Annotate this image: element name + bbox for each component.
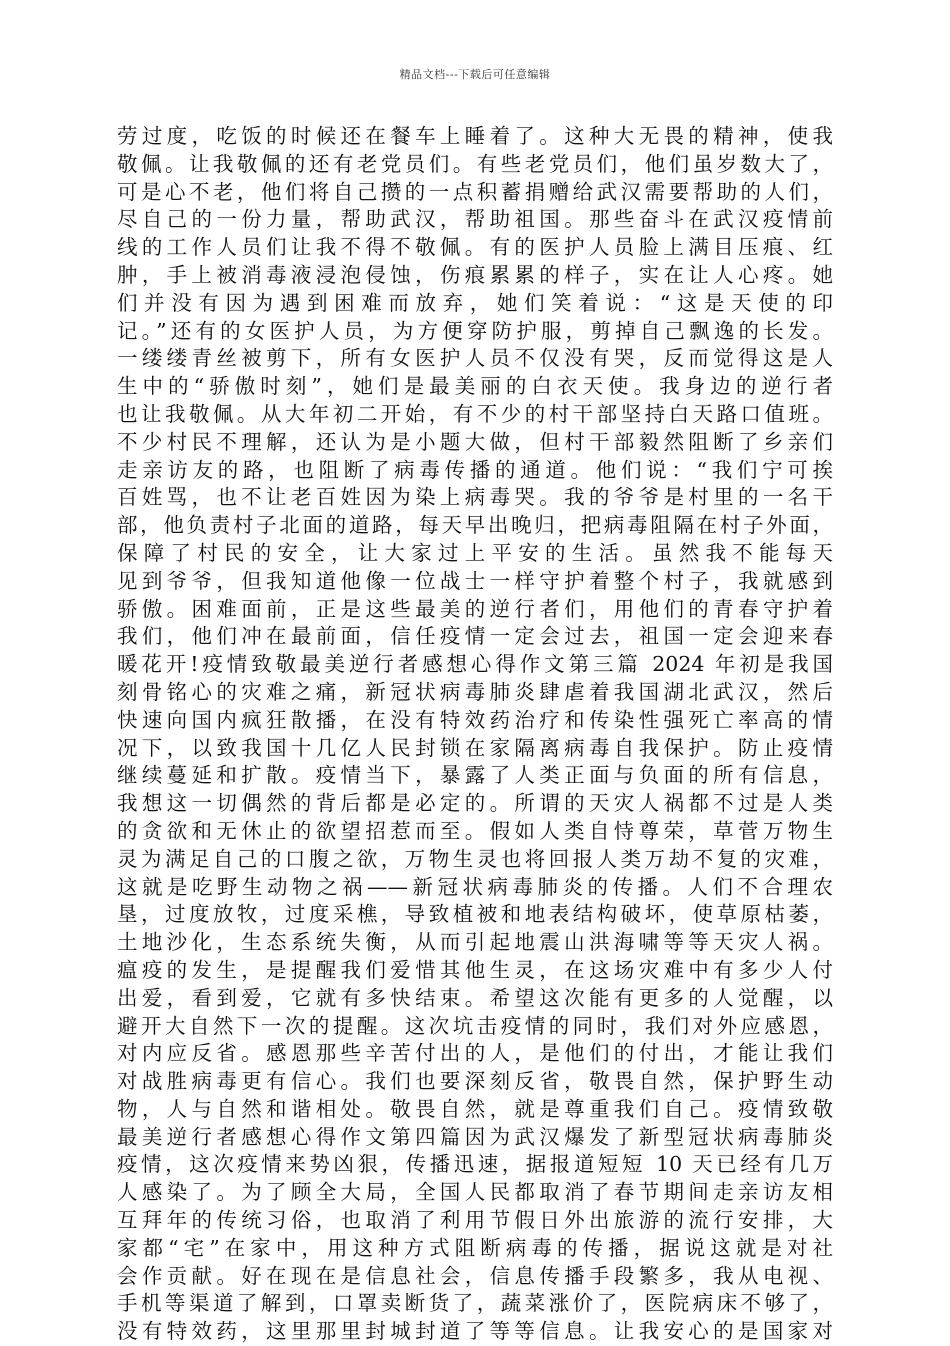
text-line: 不少村民不理解，还认为是小题大做，但村干部毅然阻断了乡亲们 [117,429,833,454]
text-line: 家都“宅”在家中，用这种方式阻断病毒的传播，据说这就是对社 [117,1235,833,1260]
text-line: 的贪欲和无休止的欲望招惹而至。假如人类自恃尊荣，草菅万物生 [117,818,833,843]
text-line: 骄傲。困难面前，正是这些最美的逆行者们，用他们的青春守护着 [117,596,833,621]
text-line: 暖花开!疫情致敬最美逆行者感想心得作文第三篇 2024 年初是我国 [117,652,833,677]
text-line: 走亲访友的路，也阻断了病毒传播的通道。他们说：“我们宁可挨 [117,457,833,482]
text-line: 最美逆行者感想心得作文第四篇因为武汉爆发了新型冠状病毒肺炎 [117,1124,833,1149]
text-line: 物，人与自然和谐相处。敬畏自然，就是尊重我们自己。疫情致敬 [117,1096,833,1121]
text-line: 们并没有因为遇到困难而放弃，她们笑着说：“这是天使的印 [117,290,833,315]
text-line: 人感染了。为了顾全大局，全国人民都取消了春节期间走亲访友相 [117,1180,833,1205]
text-line: 保障了村民的安全，让大家过上平安的生活。虽然我不能每天 [117,540,833,565]
text-line: 我想这一切偶然的背后都是必定的。所谓的天灾人祸都不过是人类 [117,791,833,816]
text-line: 继续蔓延和扩散。疫情当下，暴露了人类正面与负面的所有信息， [117,763,833,788]
text-line: 这就是吃野生动物之祸——新冠状病毒肺炎的传播。人们不合理农 [117,874,833,899]
text-line: 况下，以致我国十几亿人民封锁在家隔离病毒自我保护。防止疫情 [117,735,833,760]
text-line: 尽自己的一份力量，帮助武汉，帮助祖国。那些奋斗在武汉疫情前 [117,207,833,232]
text-line: 我们，他们冲在最前面，信任疫情一定会过去，祖国一定会迎来春 [117,624,833,649]
text-line: 一缕缕青丝被剪下，所有女医护人员不仅没有哭，反而觉得这是人 [117,346,833,371]
text-line: 手机等渠道了解到，口罩卖断货了，蔬菜涨价了，医院病床不够了， [117,1291,833,1316]
text-line: 对内应反省。感恩那些辛苦付出的人，是他们的付出，才能让我们 [117,1041,833,1066]
text-line: 记。”还有的女医护人员，为方便穿防护服，剪掉自己飘逸的长发。 [117,318,833,343]
text-line: 肿，手上被消毒液浸泡侵蚀，伤痕累累的样子，实在让人心疼。她 [117,262,833,287]
text-line: 部，他负责村子北面的道路，每天早出晚归，把病毒阻隔在村子外面， [117,513,833,538]
text-line: 刻骨铭心的灾难之痛，新冠状病毒肺炎肆虐着我国湖北武汉，然后 [117,679,833,704]
text-line: 没有特效药，这里那里封城封道了等等信息。让我安心的是国家对 [117,1319,833,1344]
text-line: 见到爷爷，但我知道他像一位战士一样守护着整个村子，我就感到 [117,568,833,593]
text-line: 快速向国内疯狂散播，在没有特效药治疗和传染性强死亡率高的情 [117,707,833,732]
text-line: 敬佩。让我敬佩的还有老党员们。有些老党员们，他们虽岁数大了， [117,151,833,176]
text-line: 可是心不老，他们将自己攒的一点积蓄捐赠给武汉需要帮助的人们， [117,179,833,204]
body-text [117,123,833,1346]
text-line: 生中的“骄傲时刻”，她们是最美丽的白衣天使。我身边的逆行者 [117,374,833,399]
text-line: 疫情，这次疫情来势凶狠，传播迅速，据报道短短 10 天已经有几万 [117,1152,833,1177]
text-line: 也让我敬佩。从大年初二开始，有不少的村干部坚持白天路口值班。 [117,401,833,426]
text-line: 垦，过度放牧，过度采樵，导致植被和地表结构破坏，使草原枯萎， [117,902,833,927]
text-line: 出爱，看到爱，它就有多快结束。希望这次能有更多的人觉醒，以 [117,985,833,1010]
text-line: 百姓骂，也不让老百姓因为染上病毒哭。我的爷爷是村里的一名干 [117,485,833,510]
text-line: 避开大自然下一次的提醒。这次坑击疫情的同时，我们对外应感恩， [117,1013,833,1038]
text-line: 土地沙化，生态系统失衡，从而引起地震山洪海啸等等天灾人祸。 [117,930,833,955]
text-line: 对战胜病毒更有信心。我们也要深刻反省，敬畏自然，保护野生动 [117,1069,833,1094]
text-line: 瘟疫的发生，是提醒我们爱惜其他生灵，在这场灾难中有多少人付 [117,957,833,982]
text-line: 劳过度，吃饭的时候还在餐车上睡着了。这种大无畏的精神，使我 [117,124,833,148]
text-line: 互拜年的传统习俗，也取消了利用节假日外出旅游的流行安排，大 [117,1208,833,1233]
text-line: 会作贡献。好在现在是信息社会，信息传播手段繁多，我从电视、 [117,1263,833,1288]
text-line: 灵为满足自己的口腹之欲，万物生灵也将回报人类万劫不复的灾难， [117,846,833,871]
page-header: 精品文档---下载后可任意编辑 [399,68,551,81]
text-line: 线的工作人员们让我不得不敬佩。有的医护人员脸上满目压痕、红 [117,235,833,260]
